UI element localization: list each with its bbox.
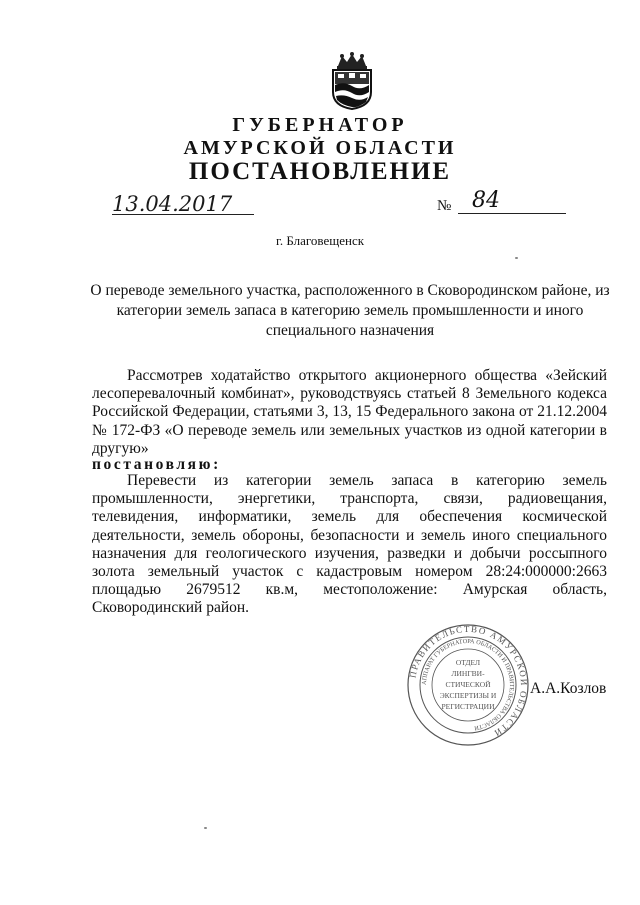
stamp-center-line: РЕГИСТРАЦИИ (441, 702, 495, 711)
stamp-ring-text: АППАРАТ ГУБЕРНАТОРА ОБЛАСТИ И ПРАВИТЕЛЬСТВА ОБЛАСТИ (420, 637, 516, 732)
date-underline (112, 214, 254, 215)
signer-name: А.А.Козлов (530, 680, 607, 697)
preamble-paragraph: Рассмотрев ходатайство открытого акционерного общества «Зейский лесоперевалочный комбинат», руководствуясь статьей 8 Земельного кодекса Российской Федерации, статьями 3, 13, 15 Федерального закона от 21.12.2004 № 172-ФЗ «О переводе земель или земельных участков из одной категории в другую» (92, 367, 607, 457)
document-type-title: ПОСТАНОВЛЕНИЕ (188, 158, 452, 185)
stamp-center-line: ОТДЕЛ (455, 658, 481, 667)
scan-speck (204, 827, 207, 829)
stamp-center-line: СТИЧЕСКОЙ (445, 680, 491, 689)
number-underline (458, 213, 566, 214)
decree-word: постановляю: (92, 456, 221, 473)
decree-paragraph: Перевести из категории земель запаса в категорию земель промышленности, энергетики, транспорта, связи, радиовещания, телевидения, информатики, земель для обеспечения космической деятельности, земель обороны, безопасности и земель иного специального назначения для геологического изучения, разведки и добычи россыпного золота земельный участок с кадастровым номером 28:24:000000:2663 площадью 2679512 кв.м, местоположение: Амурская область, Сковородинский район. (92, 472, 607, 617)
registration-stamp (406, 623, 530, 747)
document-subject: О переводе земельного участка, расположенного в Сковородинском районе, из категории земель запаса в категорию земель промышленности и иного специального назначения (90, 282, 610, 339)
number-sign: № (437, 198, 452, 214)
stamp-center-line: ЛИНГВИ- (451, 669, 485, 678)
stamp-center-line: ЭКСПЕРТИЗЫ И (439, 691, 497, 700)
document-number: 84 (472, 188, 500, 213)
region-title: АМУРСКОЙ ОБЛАСТИ (183, 137, 457, 159)
city-name: г. Благовещенск (275, 233, 365, 248)
scan-speck (515, 257, 518, 259)
governor-title: ГУБЕРНАТОР (232, 114, 408, 136)
document-date: 13.04.2017 (112, 192, 233, 216)
stamp-outer-text: ПРАВИТЕЛЬСТВО АМУРСКОЙ ОБЛАСТИ (407, 623, 530, 739)
coat-of-arms-emblem (328, 52, 376, 110)
